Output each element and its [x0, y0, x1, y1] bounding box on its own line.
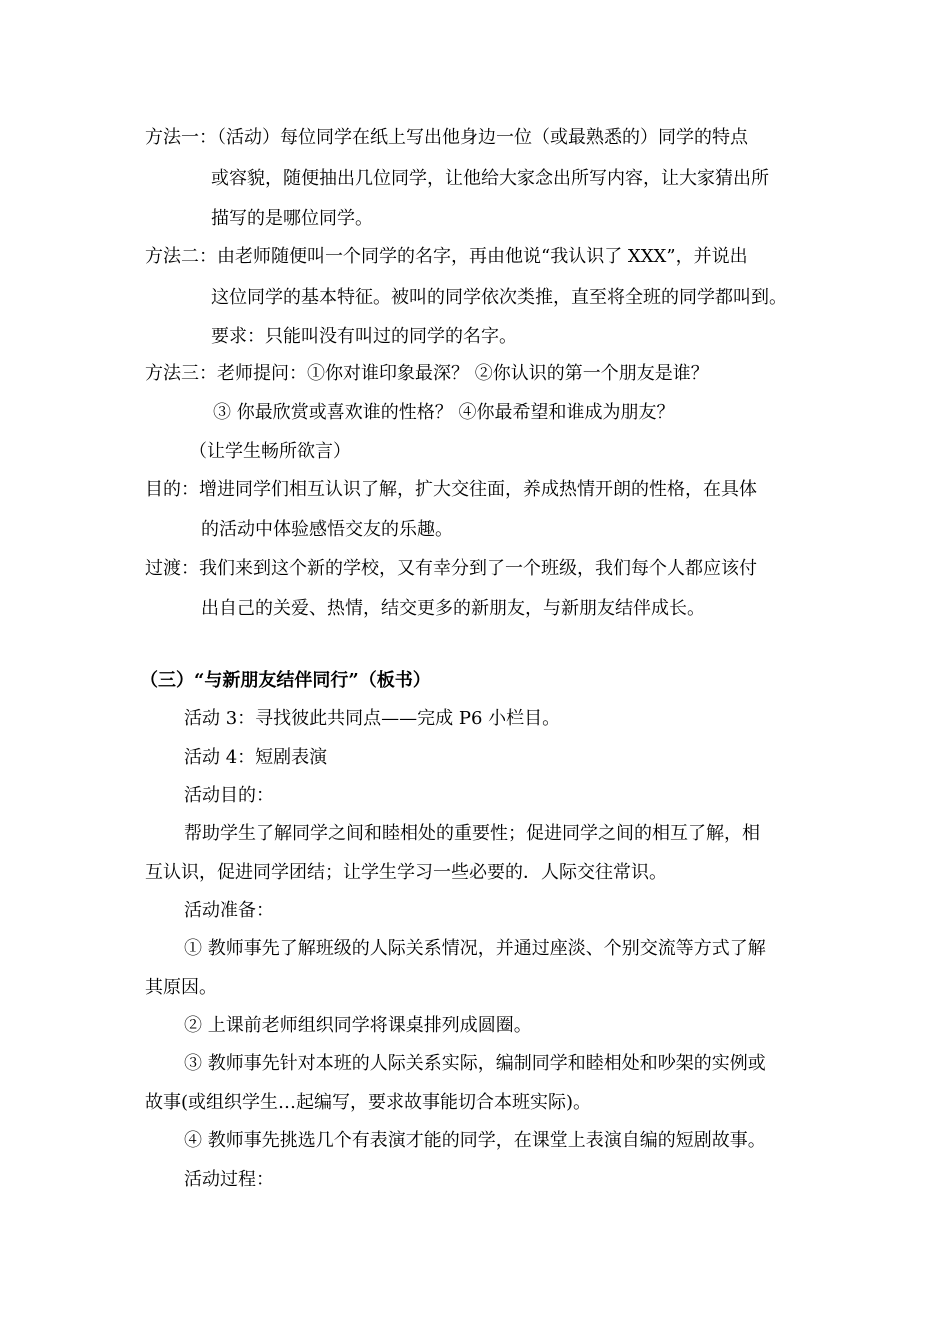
method-one-line-2: 或容貌，随便抽出几位同学，让他给大家念出所写内容，让大家猜出所	[211, 168, 769, 189]
method-three-line-2: ③ 你最欣赏或喜欢谁的性格？ ④你最希望和谁成为朋友？	[213, 402, 675, 423]
activity-purpose-heading: 活动目的：	[184, 785, 274, 806]
activity-prep-heading: 活动准备：	[184, 900, 274, 921]
method-three-line-1: 方法三：老师提问：①你对谁印象最深？ ②你认识的第一个朋友是谁？	[145, 363, 709, 384]
activity-purpose-line-1: 帮助学生了解同学之间和睦相处的重要性；促进同学之间的相互了解，相	[184, 823, 760, 844]
method-one-line-1: 方法一：（活动）每位同学在纸上写出他身边一位（或最熟悉的）同学的特点	[145, 127, 748, 148]
prep-item-1-line-2: 其原因。	[145, 977, 217, 998]
activity-3: 活动 3：寻找彼此共同点——完成 P6 小栏目。	[184, 708, 561, 729]
activity-process-heading: 活动过程：	[184, 1169, 274, 1190]
method-one-line-3: 描写的是哪位同学。	[211, 208, 373, 229]
method-two-line-1: 方法二：由老师随便叫一个同学的名字，再由他说“我认识了 XXX”，并说出	[145, 246, 748, 267]
method-two-line-3: 要求：只能叫没有叫过的同学的名字。	[211, 326, 517, 347]
goal-line-2: 的活动中体验感悟交友的乐趣。	[201, 519, 453, 540]
prep-item-4: ④ 教师事先挑选几个有表演才能的同学，在课堂上表演自编的短剧故事。	[184, 1130, 766, 1151]
transition-line-2: 出自己的关爱、热情，结交更多的新朋友，与新朋友结伴成长。	[201, 598, 705, 619]
activity-4: 活动 4：短剧表演	[184, 747, 328, 768]
prep-item-2: ② 上课前老师组织同学将课桌排列成圆圈。	[184, 1015, 532, 1036]
goal-line-1: 目的：增进同学们相互认识了解，扩大交往面，养成热情开朗的性格，在具体	[145, 479, 757, 500]
method-two-line-2: 这位同学的基本特征。被叫的同学依次类推，直至将全班的同学都叫到。	[211, 287, 787, 308]
prep-item-1-line-1: ① 教师事先了解班级的人际关系情况，并通过座淡、个别交流等方式了解	[184, 938, 766, 959]
method-three-line-3: （让学生畅所欲言）	[189, 441, 351, 462]
prep-item-3-line-2: 故事(或组织学生…起编写，要求故事能切合本班实际)。	[145, 1092, 592, 1113]
prep-item-3-line-1: ③ 教师事先针对本班的人际关系实际，编制同学和睦相处和吵架的实例或	[184, 1053, 766, 1074]
activity-purpose-line-2: 互认识，促进同学团结；让学生学习一些必要的．人际交往常识。	[145, 862, 667, 883]
transition-line-1: 过渡：我们来到这个新的学校，又有幸分到了一个班级，我们每个人都应该付	[145, 558, 757, 579]
section-heading: （三）“与新朋友结伴同行”（板书）	[140, 670, 431, 691]
